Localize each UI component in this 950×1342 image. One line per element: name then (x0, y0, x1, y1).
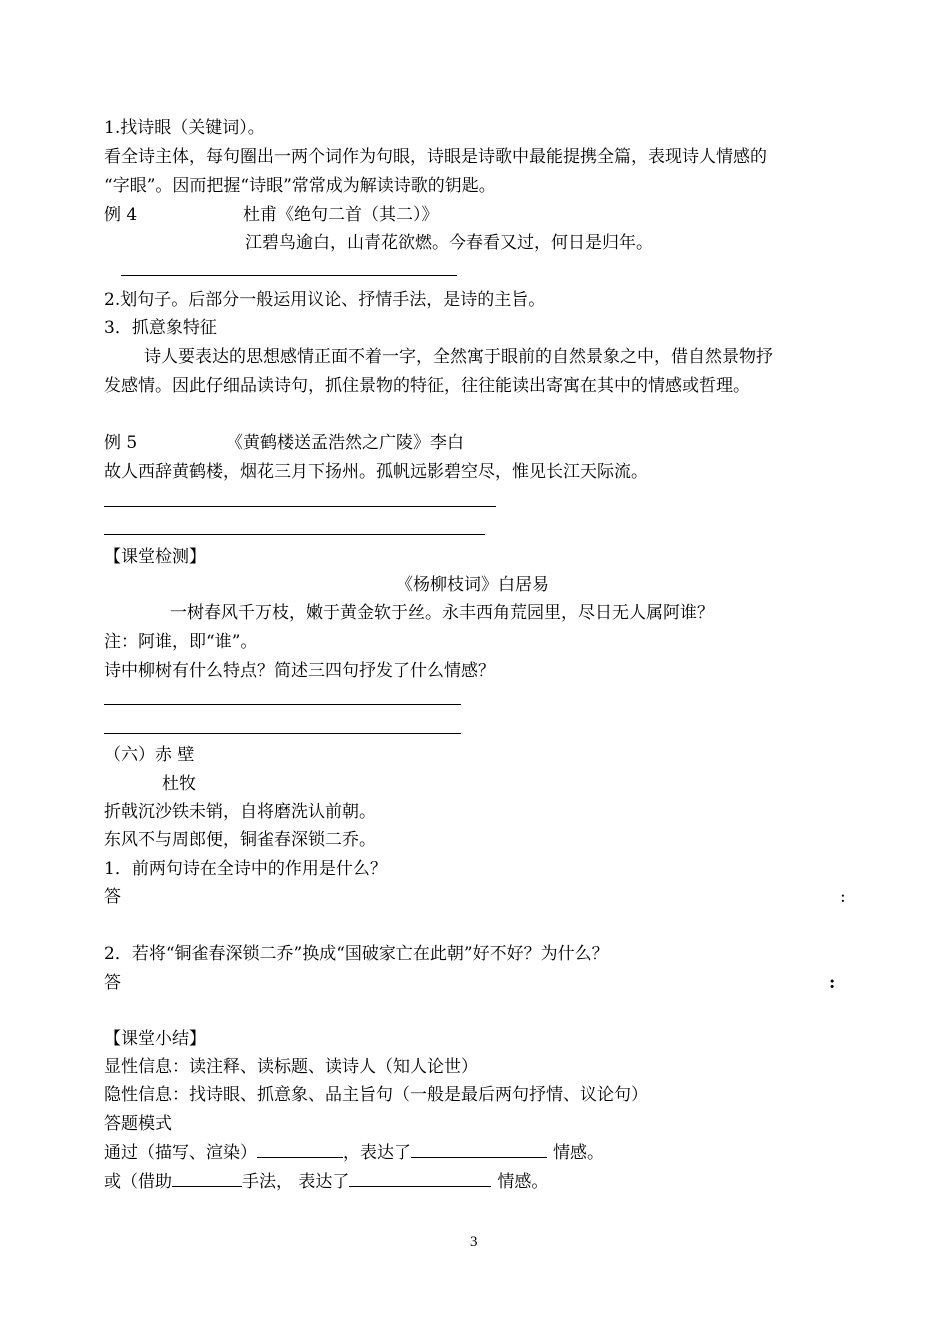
answer-colon: : (840, 887, 846, 907)
template2-part-a: 或（借助 (104, 1172, 172, 1192)
classroom-check-title: 《杨柳枝词》白居易 (396, 575, 549, 595)
section3-heading: 3．抓意象特征 (104, 318, 217, 338)
chibi-heading: （六）赤 壁 (104, 745, 195, 765)
fill-blank[interactable] (172, 1170, 242, 1187)
template2-part-b: 手法， 表达了 (242, 1172, 350, 1192)
template1-part-c: 情感。 (553, 1143, 604, 1163)
classroom-check-poem: 一树春风千万枝，嫩于黄金软于丝。永丰西角荒园里，尽日无人属阿谁？ (170, 603, 714, 623)
classroom-check-question: 诗中柳树有什么特点？简述三四句抒发了什么情感？ (104, 661, 495, 681)
answer-line[interactable] (104, 506, 496, 507)
chibi-question2: 2．若将“铜雀春深锁二乔”换成“国破家亡在此朝”好不好？为什么？ (104, 944, 609, 964)
summary-template-2 (104, 1170, 548, 1193)
section1-heading: 1.找诗眼（关键词）。 (104, 118, 265, 138)
example4-source: 杜甫《绝句二首（其二）》 (243, 205, 439, 225)
summary-implicit: 隐性信息：找诗眼、抓意象、品主旨句（一般是最后两句抒情、议论句） (104, 1085, 648, 1105)
chibi-poem-line1: 折戟沉沙铁未销，自将磨洗认前朝。 (104, 802, 376, 822)
chibi-answer2-label: 答 (104, 973, 121, 993)
answer-colon: : (829, 973, 836, 993)
example5-label: 例 5 (104, 433, 138, 453)
example4-label: 例 4 (104, 205, 138, 225)
template2-part-c: 情感。 (497, 1172, 549, 1192)
chibi-author: 杜牧 (162, 774, 196, 794)
example5-poem: 故人西辞黄鹤楼，烟花三月下扬州。孤帆远影碧空尽，惟见长江天际流。 (104, 462, 648, 482)
fill-blank[interactable] (257, 1141, 343, 1158)
summary-mode: 答题模式 (104, 1114, 172, 1134)
answer-line[interactable] (104, 733, 461, 734)
section1-paragraph-line2: “字眼”。因而把握“诗眼”常常成为解读诗歌的钥匙。 (104, 176, 496, 196)
section3-paragraph-line2: 发感情。因此仔细品读诗句，抓住景物的特征，往往能读出寄寓在其中的情感或哲理。 (104, 376, 750, 396)
fill-blank[interactable] (349, 1170, 491, 1187)
chibi-question1: 1．前两句诗在全诗中的作用是什么？ (104, 859, 387, 879)
answer-line[interactable] (104, 534, 485, 535)
answer-line[interactable] (121, 275, 457, 276)
summary-explicit: 显性信息：读注释、读标题、读诗人（知人论世） (104, 1057, 478, 1077)
section1-paragraph-line1: 看全诗主体，每句圈出一两个词作为句眼，诗眼是诗歌中最能提携全篇，表现诗人情感的 (104, 147, 767, 167)
answer-line[interactable] (104, 704, 461, 705)
classroom-check-note: 注：阿谁，即“谁”。 (104, 632, 258, 652)
template1-part-a: 通过（描写、渲染） (104, 1143, 257, 1163)
example4-poem: 江碧鸟逾白，山青花欲燃。今春看又过，何日是归年。 (245, 233, 653, 253)
page-number: 3 (470, 1234, 478, 1250)
summary-template-1 (104, 1141, 604, 1164)
classroom-check-heading: 【课堂检测】 (104, 547, 206, 567)
example5-source: 《黄鹤楼送孟浩然之广陵》李白 (226, 433, 464, 453)
chibi-poem-line2: 东风不与周郎便，铜雀春深锁二乔。 (104, 830, 376, 850)
section3-paragraph-line1: 诗人要表达的思想感情正面不着一字，全然寓于眼前的自然景象之中，借自然景物抒 (144, 347, 773, 367)
section2-text: 2.划句子。后部分一般运用议论、抒情手法，是诗的主旨。 (104, 290, 546, 310)
chibi-answer1-label: 答 (104, 887, 121, 907)
summary-heading: 【课堂小结】 (104, 1029, 206, 1049)
fill-blank[interactable] (411, 1141, 547, 1158)
template1-part-b: ，表达了 (343, 1143, 411, 1163)
